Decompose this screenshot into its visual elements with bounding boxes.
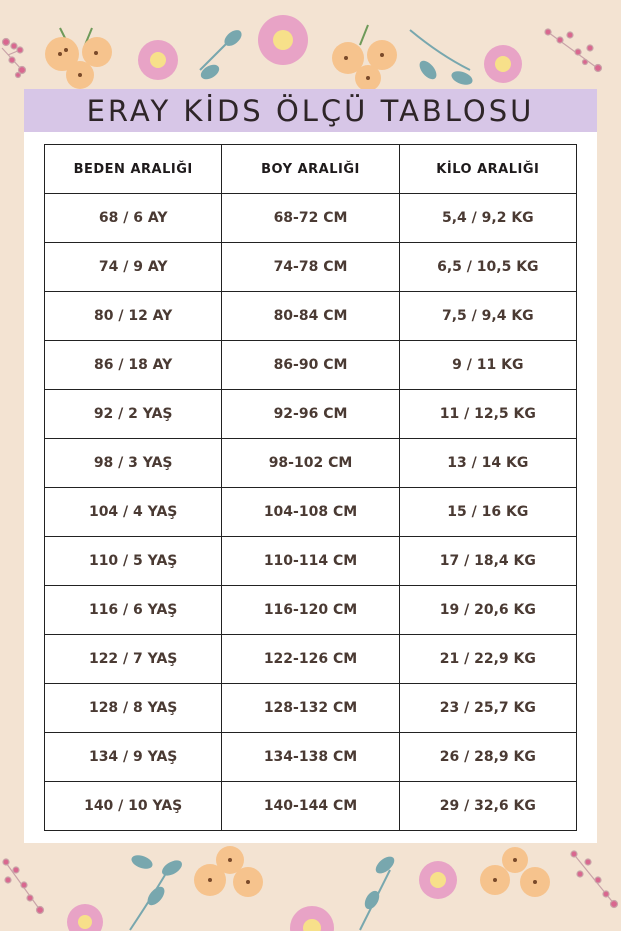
cell-size: 110 / 5 YAŞ bbox=[45, 537, 222, 586]
cell-weight: 19 / 20,6 KG bbox=[399, 586, 576, 635]
cell-size: 134 / 9 YAŞ bbox=[45, 733, 222, 782]
table-row bbox=[45, 439, 577, 488]
cell-weight: 9 / 11 KG bbox=[399, 341, 576, 390]
header-weight: KİLO ARALIĞI bbox=[399, 145, 576, 194]
pink-flower-icon bbox=[67, 904, 103, 931]
table-row bbox=[45, 488, 577, 537]
cell-size: 116 / 6 YAŞ bbox=[45, 586, 222, 635]
table-row bbox=[45, 341, 577, 390]
cell-height: 74-78 CM bbox=[222, 243, 399, 292]
cell-weight: 13 / 14 KG bbox=[399, 439, 576, 488]
teal-leaf-icon bbox=[360, 853, 397, 930]
cell-height: 140-144 CM bbox=[222, 782, 399, 831]
cell-size: 68 / 6 AY bbox=[45, 194, 222, 243]
header-height: BOY ARALIĞI bbox=[222, 145, 399, 194]
orange-flower-icon bbox=[332, 25, 397, 91]
orange-flower-icon bbox=[45, 28, 112, 89]
orange-flower-icon bbox=[194, 846, 263, 897]
teal-leaf-icon bbox=[198, 27, 244, 82]
cell-size: 98 / 3 YAŞ bbox=[45, 439, 222, 488]
table-row bbox=[45, 782, 577, 831]
cell-weight: 11 / 12,5 KG bbox=[399, 390, 576, 439]
table-row bbox=[45, 292, 577, 341]
pink-flower-icon bbox=[419, 861, 457, 899]
size-table bbox=[44, 144, 577, 831]
cell-height: 110-114 CM bbox=[222, 537, 399, 586]
teal-leaf-icon bbox=[130, 853, 185, 930]
cell-weight: 5,4 / 9,2 KG bbox=[399, 194, 576, 243]
cell-size: 128 / 8 YAŞ bbox=[45, 684, 222, 733]
cell-height: 68-72 CM bbox=[222, 194, 399, 243]
orange-flower-icon bbox=[480, 847, 550, 897]
cell-weight: 6,5 / 10,5 KG bbox=[399, 243, 576, 292]
cell-size: 86 / 18 AY bbox=[45, 341, 222, 390]
cell-height: 116-120 CM bbox=[222, 586, 399, 635]
cell-size: 74 / 9 AY bbox=[45, 243, 222, 292]
pink-flower-icon bbox=[138, 40, 178, 80]
cell-height: 98-102 CM bbox=[222, 439, 399, 488]
cell-weight: 26 / 28,9 KG bbox=[399, 733, 576, 782]
cell-height: 80-84 CM bbox=[222, 292, 399, 341]
cell-size: 122 / 7 YAŞ bbox=[45, 635, 222, 684]
cell-height: 92-96 CM bbox=[222, 390, 399, 439]
cell-height: 134-138 CM bbox=[222, 733, 399, 782]
pink-flower-icon bbox=[290, 906, 334, 931]
cell-height: 104-108 CM bbox=[222, 488, 399, 537]
cell-size: 104 / 4 YAŞ bbox=[45, 488, 222, 537]
berry-sprig-icon bbox=[2, 39, 26, 78]
table-row bbox=[45, 537, 577, 586]
table-row bbox=[45, 194, 577, 243]
cell-weight: 7,5 / 9,4 KG bbox=[399, 292, 576, 341]
cell-size: 140 / 10 YAŞ bbox=[45, 782, 222, 831]
title-bar bbox=[24, 89, 597, 132]
teal-leaf-icon bbox=[410, 30, 474, 87]
pink-flower-icon bbox=[258, 15, 308, 65]
berry-sprig-icon bbox=[571, 851, 618, 908]
table-row bbox=[45, 586, 577, 635]
table-row bbox=[45, 243, 577, 292]
cell-weight: 17 / 18,4 KG bbox=[399, 537, 576, 586]
table-row bbox=[45, 390, 577, 439]
table-row bbox=[45, 635, 577, 684]
berry-sprig-icon bbox=[3, 859, 44, 914]
header-size: BEDEN ARALIĞI bbox=[45, 145, 222, 194]
floral-decoration-bottom bbox=[0, 840, 621, 931]
page-title: ERAY KİDS ÖLÇÜ TABLOSU bbox=[86, 93, 535, 128]
berry-sprig-icon bbox=[545, 29, 602, 72]
cell-height: 128-132 CM bbox=[222, 684, 399, 733]
floral-decoration-top bbox=[0, 0, 621, 95]
cell-weight: 21 / 22,9 KG bbox=[399, 635, 576, 684]
cell-weight: 15 / 16 KG bbox=[399, 488, 576, 537]
cell-size: 92 / 2 YAŞ bbox=[45, 390, 222, 439]
cell-height: 86-90 CM bbox=[222, 341, 399, 390]
cell-weight: 23 / 25,7 KG bbox=[399, 684, 576, 733]
cell-size: 80 / 12 AY bbox=[45, 292, 222, 341]
cell-height: 122-126 CM bbox=[222, 635, 399, 684]
cell-weight: 29 / 32,6 KG bbox=[399, 782, 576, 831]
table-row bbox=[45, 733, 577, 782]
pink-flower-icon bbox=[484, 45, 522, 83]
table-header-row bbox=[45, 145, 577, 194]
table-row bbox=[45, 684, 577, 733]
